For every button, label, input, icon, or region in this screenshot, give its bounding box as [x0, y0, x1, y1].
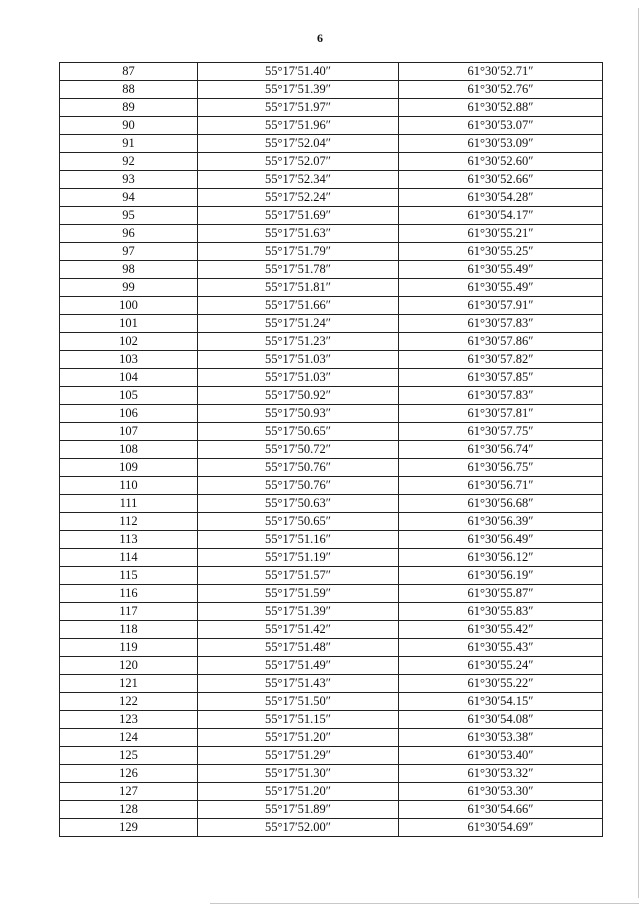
point-number-cell: 127 [60, 783, 198, 801]
longitude-cell: 61°30′55.21″ [399, 225, 603, 243]
latitude-cell: 55°17′51.20″ [198, 783, 399, 801]
point-number-cell: 98 [60, 261, 198, 279]
point-number-cell: 113 [60, 531, 198, 549]
latitude-cell: 55°17′51.49″ [198, 657, 399, 675]
point-number-cell: 114 [60, 549, 198, 567]
point-number-cell: 117 [60, 603, 198, 621]
longitude-cell: 61°30′56.74″ [399, 441, 603, 459]
longitude-cell: 61°30′53.40″ [399, 747, 603, 765]
table-row [60, 207, 603, 225]
latitude-cell: 55°17′50.65″ [198, 513, 399, 531]
latitude-cell: 55°17′51.79″ [198, 243, 399, 261]
longitude-cell: 61°30′57.82″ [399, 351, 603, 369]
latitude-cell: 55°17′51.24″ [198, 315, 399, 333]
table-row [60, 441, 603, 459]
latitude-cell: 55°17′51.30″ [198, 765, 399, 783]
latitude-cell: 55°17′51.29″ [198, 747, 399, 765]
point-number-cell: 110 [60, 477, 198, 495]
latitude-cell: 55°17′51.42″ [198, 621, 399, 639]
point-number-cell: 101 [60, 315, 198, 333]
table-row [60, 171, 603, 189]
latitude-cell: 55°17′51.15″ [198, 711, 399, 729]
point-number-cell: 108 [60, 441, 198, 459]
table-row [60, 261, 603, 279]
latitude-cell: 55°17′51.39″ [198, 603, 399, 621]
longitude-cell: 61°30′55.24″ [399, 657, 603, 675]
point-number-cell: 89 [60, 99, 198, 117]
table-row [60, 567, 603, 585]
table-row [60, 657, 603, 675]
table-row [60, 819, 603, 837]
longitude-cell: 61°30′57.85″ [399, 369, 603, 387]
table-row [60, 783, 603, 801]
longitude-cell: 61°30′53.07″ [399, 117, 603, 135]
longitude-cell: 61°30′56.12″ [399, 549, 603, 567]
point-number-cell: 97 [60, 243, 198, 261]
latitude-cell: 55°17′51.59″ [198, 585, 399, 603]
latitude-cell: 55°17′51.48″ [198, 639, 399, 657]
point-number-cell: 122 [60, 693, 198, 711]
table-row [60, 531, 603, 549]
table-row [60, 585, 603, 603]
latitude-cell: 55°17′51.97″ [198, 99, 399, 117]
latitude-cell: 55°17′51.23″ [198, 333, 399, 351]
longitude-cell: 61°30′57.81″ [399, 405, 603, 423]
latitude-cell: 55°17′52.04″ [198, 135, 399, 153]
point-number-cell: 102 [60, 333, 198, 351]
latitude-cell: 55°17′50.76″ [198, 477, 399, 495]
point-number-cell: 93 [60, 171, 198, 189]
latitude-cell: 55°17′51.43″ [198, 675, 399, 693]
table-row [60, 603, 603, 621]
longitude-cell: 61°30′55.43″ [399, 639, 603, 657]
table-row [60, 675, 603, 693]
longitude-cell: 61°30′56.19″ [399, 567, 603, 585]
latitude-cell: 55°17′51.89″ [198, 801, 399, 819]
point-number-cell: 100 [60, 297, 198, 315]
latitude-cell: 55°17′51.69″ [198, 207, 399, 225]
latitude-cell: 55°17′51.19″ [198, 549, 399, 567]
longitude-cell: 61°30′56.75″ [399, 459, 603, 477]
point-number-cell: 120 [60, 657, 198, 675]
table-row [60, 621, 603, 639]
latitude-cell: 55°17′52.07″ [198, 153, 399, 171]
point-number-cell: 106 [60, 405, 198, 423]
table-row [60, 315, 603, 333]
table-row [60, 639, 603, 657]
latitude-cell: 55°17′51.66″ [198, 297, 399, 315]
point-number-cell: 87 [60, 63, 198, 81]
longitude-cell: 61°30′55.42″ [399, 621, 603, 639]
longitude-cell: 61°30′53.38″ [399, 729, 603, 747]
longitude-cell: 61°30′55.25″ [399, 243, 603, 261]
longitude-cell: 61°30′53.09″ [399, 135, 603, 153]
table-row [60, 693, 603, 711]
longitude-cell: 61°30′52.76″ [399, 81, 603, 99]
table-row [60, 225, 603, 243]
point-number-cell: 115 [60, 567, 198, 585]
latitude-cell: 55°17′51.78″ [198, 261, 399, 279]
point-number-cell: 91 [60, 135, 198, 153]
longitude-cell: 61°30′57.83″ [399, 315, 603, 333]
table-row [60, 495, 603, 513]
longitude-cell: 61°30′56.39″ [399, 513, 603, 531]
longitude-cell: 61°30′55.83″ [399, 603, 603, 621]
table-row [60, 765, 603, 783]
latitude-cell: 55°17′50.92″ [198, 387, 399, 405]
table-row [60, 351, 603, 369]
table-row [60, 297, 603, 315]
point-number-cell: 128 [60, 801, 198, 819]
longitude-cell: 61°30′54.69″ [399, 819, 603, 837]
longitude-cell: 61°30′54.28″ [399, 189, 603, 207]
table-row [60, 423, 603, 441]
longitude-cell: 61°30′55.22″ [399, 675, 603, 693]
table-row [60, 369, 603, 387]
longitude-cell: 61°30′57.86″ [399, 333, 603, 351]
table-row [60, 99, 603, 117]
point-number-cell: 123 [60, 711, 198, 729]
longitude-cell: 61°30′52.88″ [399, 99, 603, 117]
table-row [60, 279, 603, 297]
table-row [60, 153, 603, 171]
latitude-cell: 55°17′52.34″ [198, 171, 399, 189]
point-number-cell: 126 [60, 765, 198, 783]
table-row [60, 747, 603, 765]
latitude-cell: 55°17′51.96″ [198, 117, 399, 135]
table-row [60, 81, 603, 99]
point-number-cell: 103 [60, 351, 198, 369]
point-number-cell: 104 [60, 369, 198, 387]
point-number-cell: 111 [60, 495, 198, 513]
point-number-cell: 118 [60, 621, 198, 639]
latitude-cell: 55°17′51.20″ [198, 729, 399, 747]
table-row [60, 459, 603, 477]
point-number-cell: 95 [60, 207, 198, 225]
scan-edge-right [638, 8, 639, 898]
longitude-cell: 61°30′52.60″ [399, 153, 603, 171]
longitude-cell: 61°30′57.91″ [399, 297, 603, 315]
longitude-cell: 61°30′52.66″ [399, 171, 603, 189]
point-number-cell: 109 [60, 459, 198, 477]
point-number-cell: 92 [60, 153, 198, 171]
table-row [60, 729, 603, 747]
table-row [60, 549, 603, 567]
latitude-cell: 55°17′51.50″ [198, 693, 399, 711]
table-row [60, 135, 603, 153]
latitude-cell: 55°17′51.81″ [198, 279, 399, 297]
point-number-cell: 112 [60, 513, 198, 531]
page-number: 6 [317, 31, 323, 45]
latitude-cell: 55°17′51.03″ [198, 369, 399, 387]
table-row [60, 387, 603, 405]
point-number-cell: 96 [60, 225, 198, 243]
latitude-cell: 55°17′52.24″ [198, 189, 399, 207]
latitude-cell: 55°17′51.03″ [198, 351, 399, 369]
point-number-cell: 99 [60, 279, 198, 297]
latitude-cell: 55°17′52.00″ [198, 819, 399, 837]
point-number-cell: 129 [60, 819, 198, 837]
longitude-cell: 61°30′53.30″ [399, 783, 603, 801]
table-row [60, 477, 603, 495]
latitude-cell: 55°17′50.65″ [198, 423, 399, 441]
longitude-cell: 61°30′54.15″ [399, 693, 603, 711]
longitude-cell: 61°30′54.17″ [399, 207, 603, 225]
table-row [60, 189, 603, 207]
point-number-cell: 125 [60, 747, 198, 765]
table-row [60, 243, 603, 261]
longitude-cell: 61°30′54.66″ [399, 801, 603, 819]
longitude-cell: 61°30′56.49″ [399, 531, 603, 549]
longitude-cell: 61°30′57.83″ [399, 387, 603, 405]
table-row [60, 711, 603, 729]
longitude-cell: 61°30′56.68″ [399, 495, 603, 513]
point-number-cell: 88 [60, 81, 198, 99]
table-row [60, 405, 603, 423]
latitude-cell: 55°17′51.57″ [198, 567, 399, 585]
longitude-cell: 61°30′52.71″ [399, 63, 603, 81]
point-number-cell: 107 [60, 423, 198, 441]
point-number-cell: 119 [60, 639, 198, 657]
table-row [60, 117, 603, 135]
longitude-cell: 61°30′55.49″ [399, 279, 603, 297]
point-number-cell: 105 [60, 387, 198, 405]
point-number-cell: 94 [60, 189, 198, 207]
latitude-cell: 55°17′50.72″ [198, 441, 399, 459]
table-row [60, 801, 603, 819]
latitude-cell: 55°17′51.40″ [198, 63, 399, 81]
point-number-cell: 121 [60, 675, 198, 693]
point-number-cell: 124 [60, 729, 198, 747]
point-number-cell: 90 [60, 117, 198, 135]
latitude-cell: 55°17′50.93″ [198, 405, 399, 423]
point-number-cell: 116 [60, 585, 198, 603]
longitude-cell: 61°30′54.08″ [399, 711, 603, 729]
table-row [60, 63, 603, 81]
latitude-cell: 55°17′51.39″ [198, 81, 399, 99]
longitude-cell: 61°30′53.32″ [399, 765, 603, 783]
longitude-cell: 61°30′56.71″ [399, 477, 603, 495]
latitude-cell: 55°17′50.76″ [198, 459, 399, 477]
coordinates-table-body [60, 63, 603, 837]
table-row [60, 513, 603, 531]
latitude-cell: 55°17′50.63″ [198, 495, 399, 513]
scan-edge-bottom [210, 903, 639, 904]
coordinates-table [59, 62, 603, 837]
latitude-cell: 55°17′51.16″ [198, 531, 399, 549]
longitude-cell: 61°30′55.87″ [399, 585, 603, 603]
longitude-cell: 61°30′57.75″ [399, 423, 603, 441]
latitude-cell: 55°17′51.63″ [198, 225, 399, 243]
table-row [60, 333, 603, 351]
longitude-cell: 61°30′55.49″ [399, 261, 603, 279]
